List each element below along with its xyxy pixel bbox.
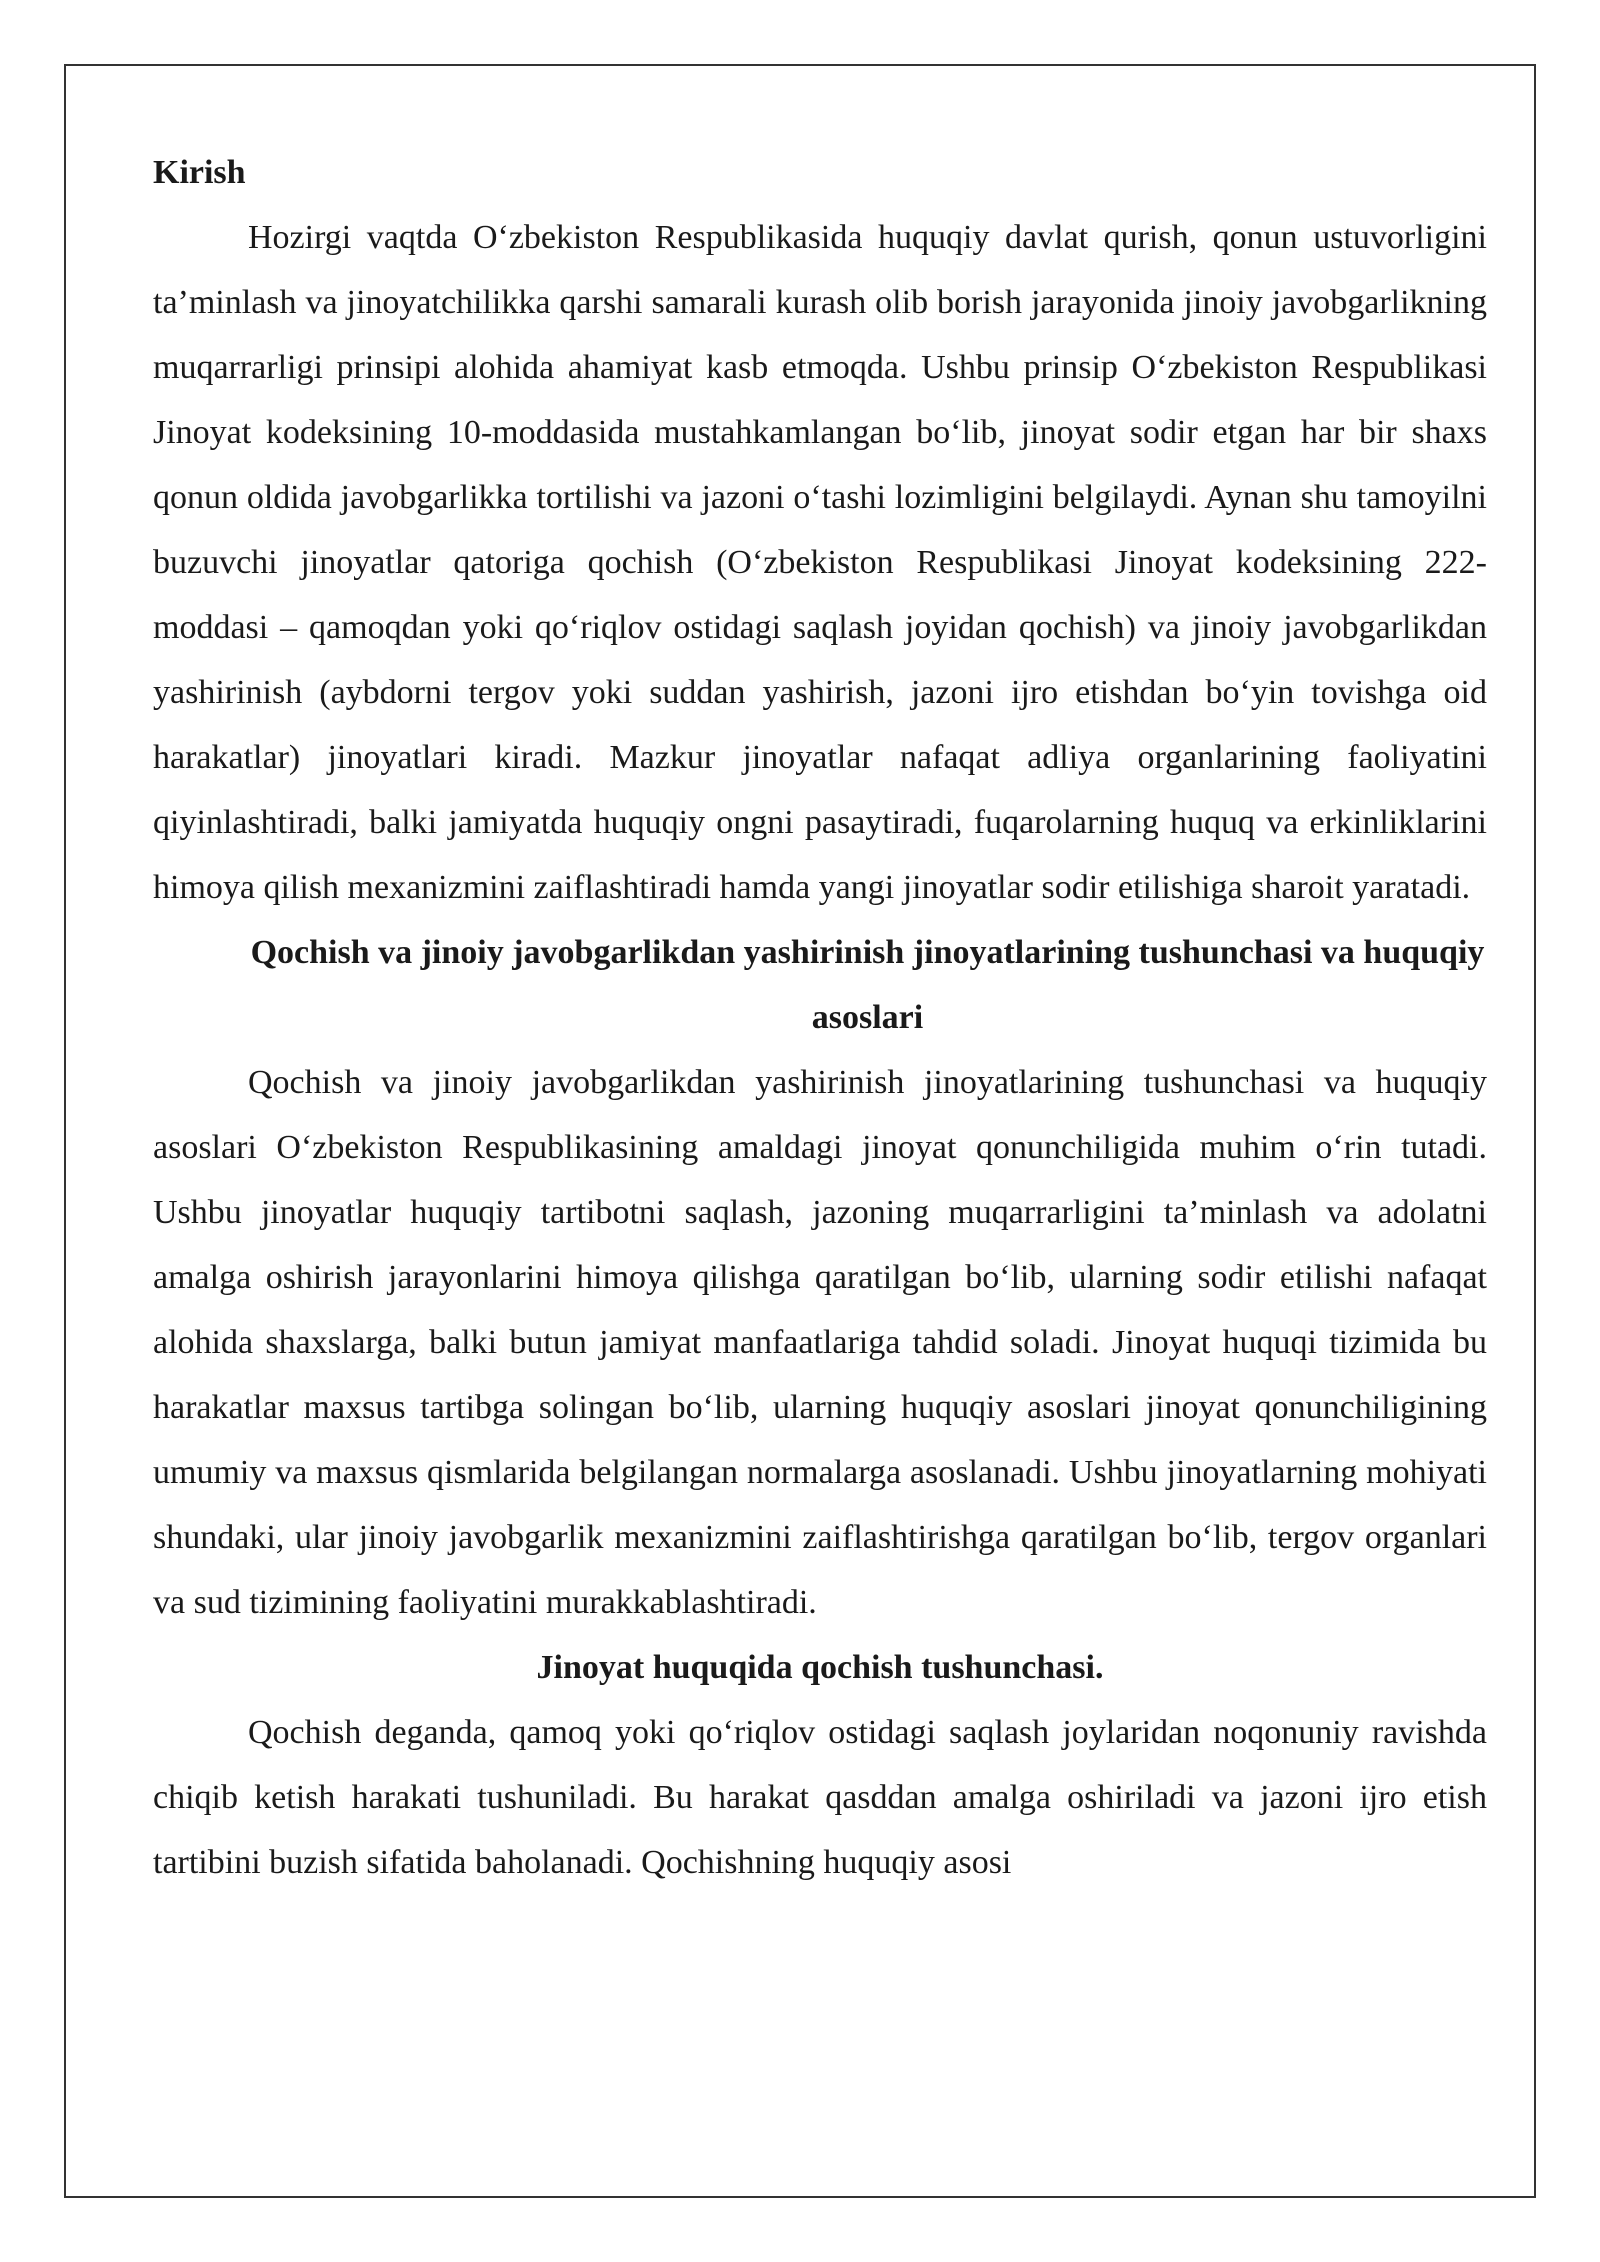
document-body <box>153 140 1487 1895</box>
intro-heading: Kirish <box>153 154 246 191</box>
section2-paragraph: Qochish deganda, qamoq yoki qo‘riqlov ostidagi saqlash joylaridan noqonuniy ravishda chiqib ketish harakati tushuniladi. Bu harakat qasddan amalga oshiriladi va jazoni ijro etish tartibini buzish sifatida baholanadi. Qochishning huquqiy asosi <box>153 1714 1487 1881</box>
section1-paragraph: Qochish va jinoiy javobgarlikdan yashirinish jinoyatlarining tushunchasi va huquqiy asoslari O‘zbekiston Respublikasining amaldagi jinoyat qonunchiligida muhim o‘rin tutadi. Ushbu jinoyatlar huquqiy tartibotni saqlash, jazoning muqarrarligini ta’minlash va adolatni amalga oshirish jarayonlarini himoya qilishga qaratilgan bo‘lib, ularning sodir etilishi nafaqat alohida shaxslarga, balki butun jamiyat manfaatlariga tahdid soladi. Jinoyat huquqi tizimida bu harakatlar maxsus tartibga solingan bo‘lib, ularning huquqiy asoslari jinoyat qonunchiligining umumiy va maxsus qismlarida belgilangan normalarga asoslanadi. Ushbu jinoyatlarning mohiyati shundaki, ular jinoiy javobgarlik mexanizmini zaiflashtirishga qaratilgan bo‘lib, tergov organlari va sud tizimining faoliyatini murakkablashtiradi. <box>153 1064 1487 1621</box>
intro-paragraph: Hozirgi vaqtda O‘zbekiston Respublikasida huquqiy davlat qurish, qonun ustuvorligini ta’minlash va jinoyatchilikka qarshi samarali kurash olib borish jarayonida jinoiy javobgarlikning muqarrarligi prinsipi alohida ahamiyat kasb etmoqda. Ushbu prinsip O‘zbekiston Respublikasi Jinoyat kodeksining 10-moddasida mustahkamlangan bo‘lib, jinoyat sodir etgan har bir shaxs qonun oldida javobgarlikka tortilishi va jazoni o‘tashi lozimligini belgilaydi. Aynan shu tamoyilni buzuvchi jinoyatlar qatoriga qochish (O‘zbekiston Respublikasi Jinoyat kodeksining 222-moddasi – qamoqdan yoki qo‘riqlov ostidagi saqlash joyidan qochish) va jinoiy javobgarlikdan yashirinish (aybdorni tergov yoki suddan yashirish, jazoni ijro etishdan bo‘yin tovishga oid harakatlar) jinoyatlari kiradi. Mazkur jinoyatlar nafaqat adliya organlarining faoliyatini qiyinlashtiradi, balki jamiyatda huquqiy ongni pasaytiradi, fuqarolarning huquq va erkinliklarini himoya qilish mexanizmini zaiflashtiradi hamda yangi jinoyatlar sodir etilishiga sharoit yaratadi. <box>153 219 1487 906</box>
section1-heading: Qochish va jinoiy javobgarlikdan yashirinish jinoyatlarining tushunchasi va huquqiy asoslari <box>250 934 1485 1036</box>
section2-heading: Jinoyat huquqida qochish tushunchasi. <box>536 1649 1104 1686</box>
